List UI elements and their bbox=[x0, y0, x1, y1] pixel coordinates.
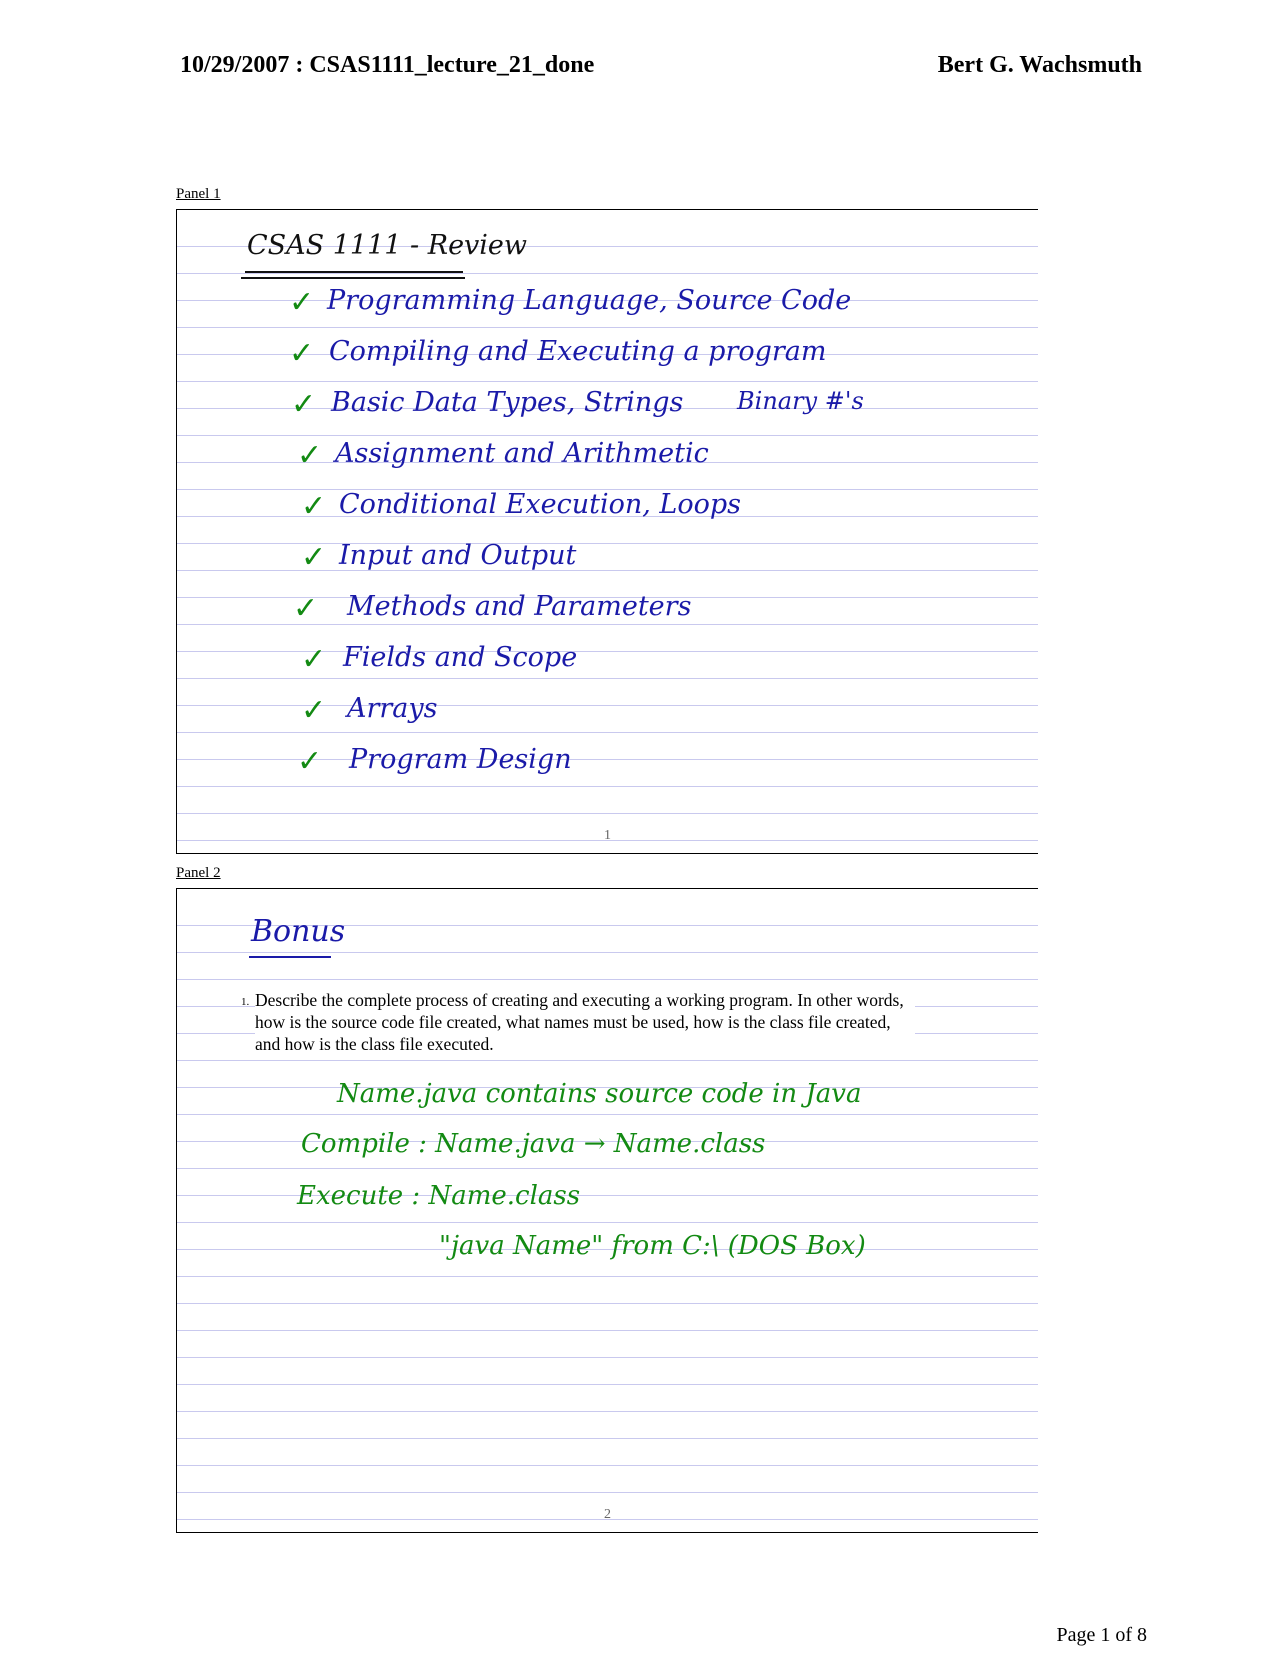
review-item: Conditional Execution, Loops bbox=[339, 489, 741, 520]
review-item: Programming Language, Source Code bbox=[327, 285, 852, 316]
answer-line: Execute : Name.class bbox=[297, 1181, 581, 1211]
title-underline-double bbox=[241, 277, 465, 279]
answer-line: "java Name" from C:\ (DOS Box) bbox=[439, 1231, 866, 1261]
checkmark-icon: ✓ bbox=[289, 285, 315, 320]
panel-page-number: 1 bbox=[604, 828, 611, 843]
review-item: Program Design bbox=[349, 744, 572, 775]
document-header-title: 10/29/2007 : CSAS1111_lecture_21_done bbox=[180, 52, 595, 78]
document-author: Bert G. Wachsmuth bbox=[937, 52, 1142, 78]
review-item: Assignment and Arithmetic bbox=[335, 438, 709, 469]
title-underline bbox=[245, 271, 463, 273]
bonus-underline bbox=[249, 956, 331, 958]
bonus-title: Bonus bbox=[251, 914, 346, 949]
checkmark-icon: ✓ bbox=[297, 744, 323, 779]
review-item: Fields and Scope bbox=[343, 642, 578, 673]
checkmark-icon: ✓ bbox=[301, 540, 327, 575]
answer-line: Name.java contains source code in Java bbox=[337, 1079, 862, 1109]
review-item: Compiling and Executing a program bbox=[329, 336, 827, 367]
review-item-note: Binary #'s bbox=[737, 387, 864, 415]
review-title: CSAS 1111 - Review bbox=[247, 230, 528, 261]
panel-2-label: Panel 2 bbox=[176, 865, 221, 881]
question-number: 1. bbox=[241, 996, 250, 1008]
panel-1-label: Panel 1 bbox=[176, 186, 221, 202]
checkmark-icon: ✓ bbox=[289, 336, 315, 371]
checkmark-icon: ✓ bbox=[301, 642, 327, 677]
panel-2 bbox=[176, 888, 1038, 1533]
review-item: Input and Output bbox=[339, 540, 577, 571]
review-item: Basic Data Types, Strings bbox=[331, 387, 684, 418]
answer-line: Compile : Name.java → Name.class bbox=[301, 1129, 766, 1159]
question-text: Describe the complete process of creating and executing a working program. In other words, how is the source code file created, what names must be used, how is the class file created, and how is the class file executed. bbox=[255, 990, 904, 1054]
question-block bbox=[241, 989, 915, 1055]
checkmark-icon: ✓ bbox=[297, 438, 323, 473]
checkmark-icon: ✓ bbox=[301, 489, 327, 524]
checkmark-icon: ✓ bbox=[291, 387, 317, 422]
checkmark-icon: ✓ bbox=[301, 693, 327, 728]
review-item: Arrays bbox=[347, 693, 438, 724]
panel-1 bbox=[176, 209, 1038, 854]
review-item: Methods and Parameters bbox=[347, 591, 692, 622]
checkmark-icon: ✓ bbox=[293, 591, 319, 626]
panel-page-number: 2 bbox=[604, 1507, 611, 1522]
page-indicator: Page 1 of 8 bbox=[1056, 1624, 1147, 1646]
